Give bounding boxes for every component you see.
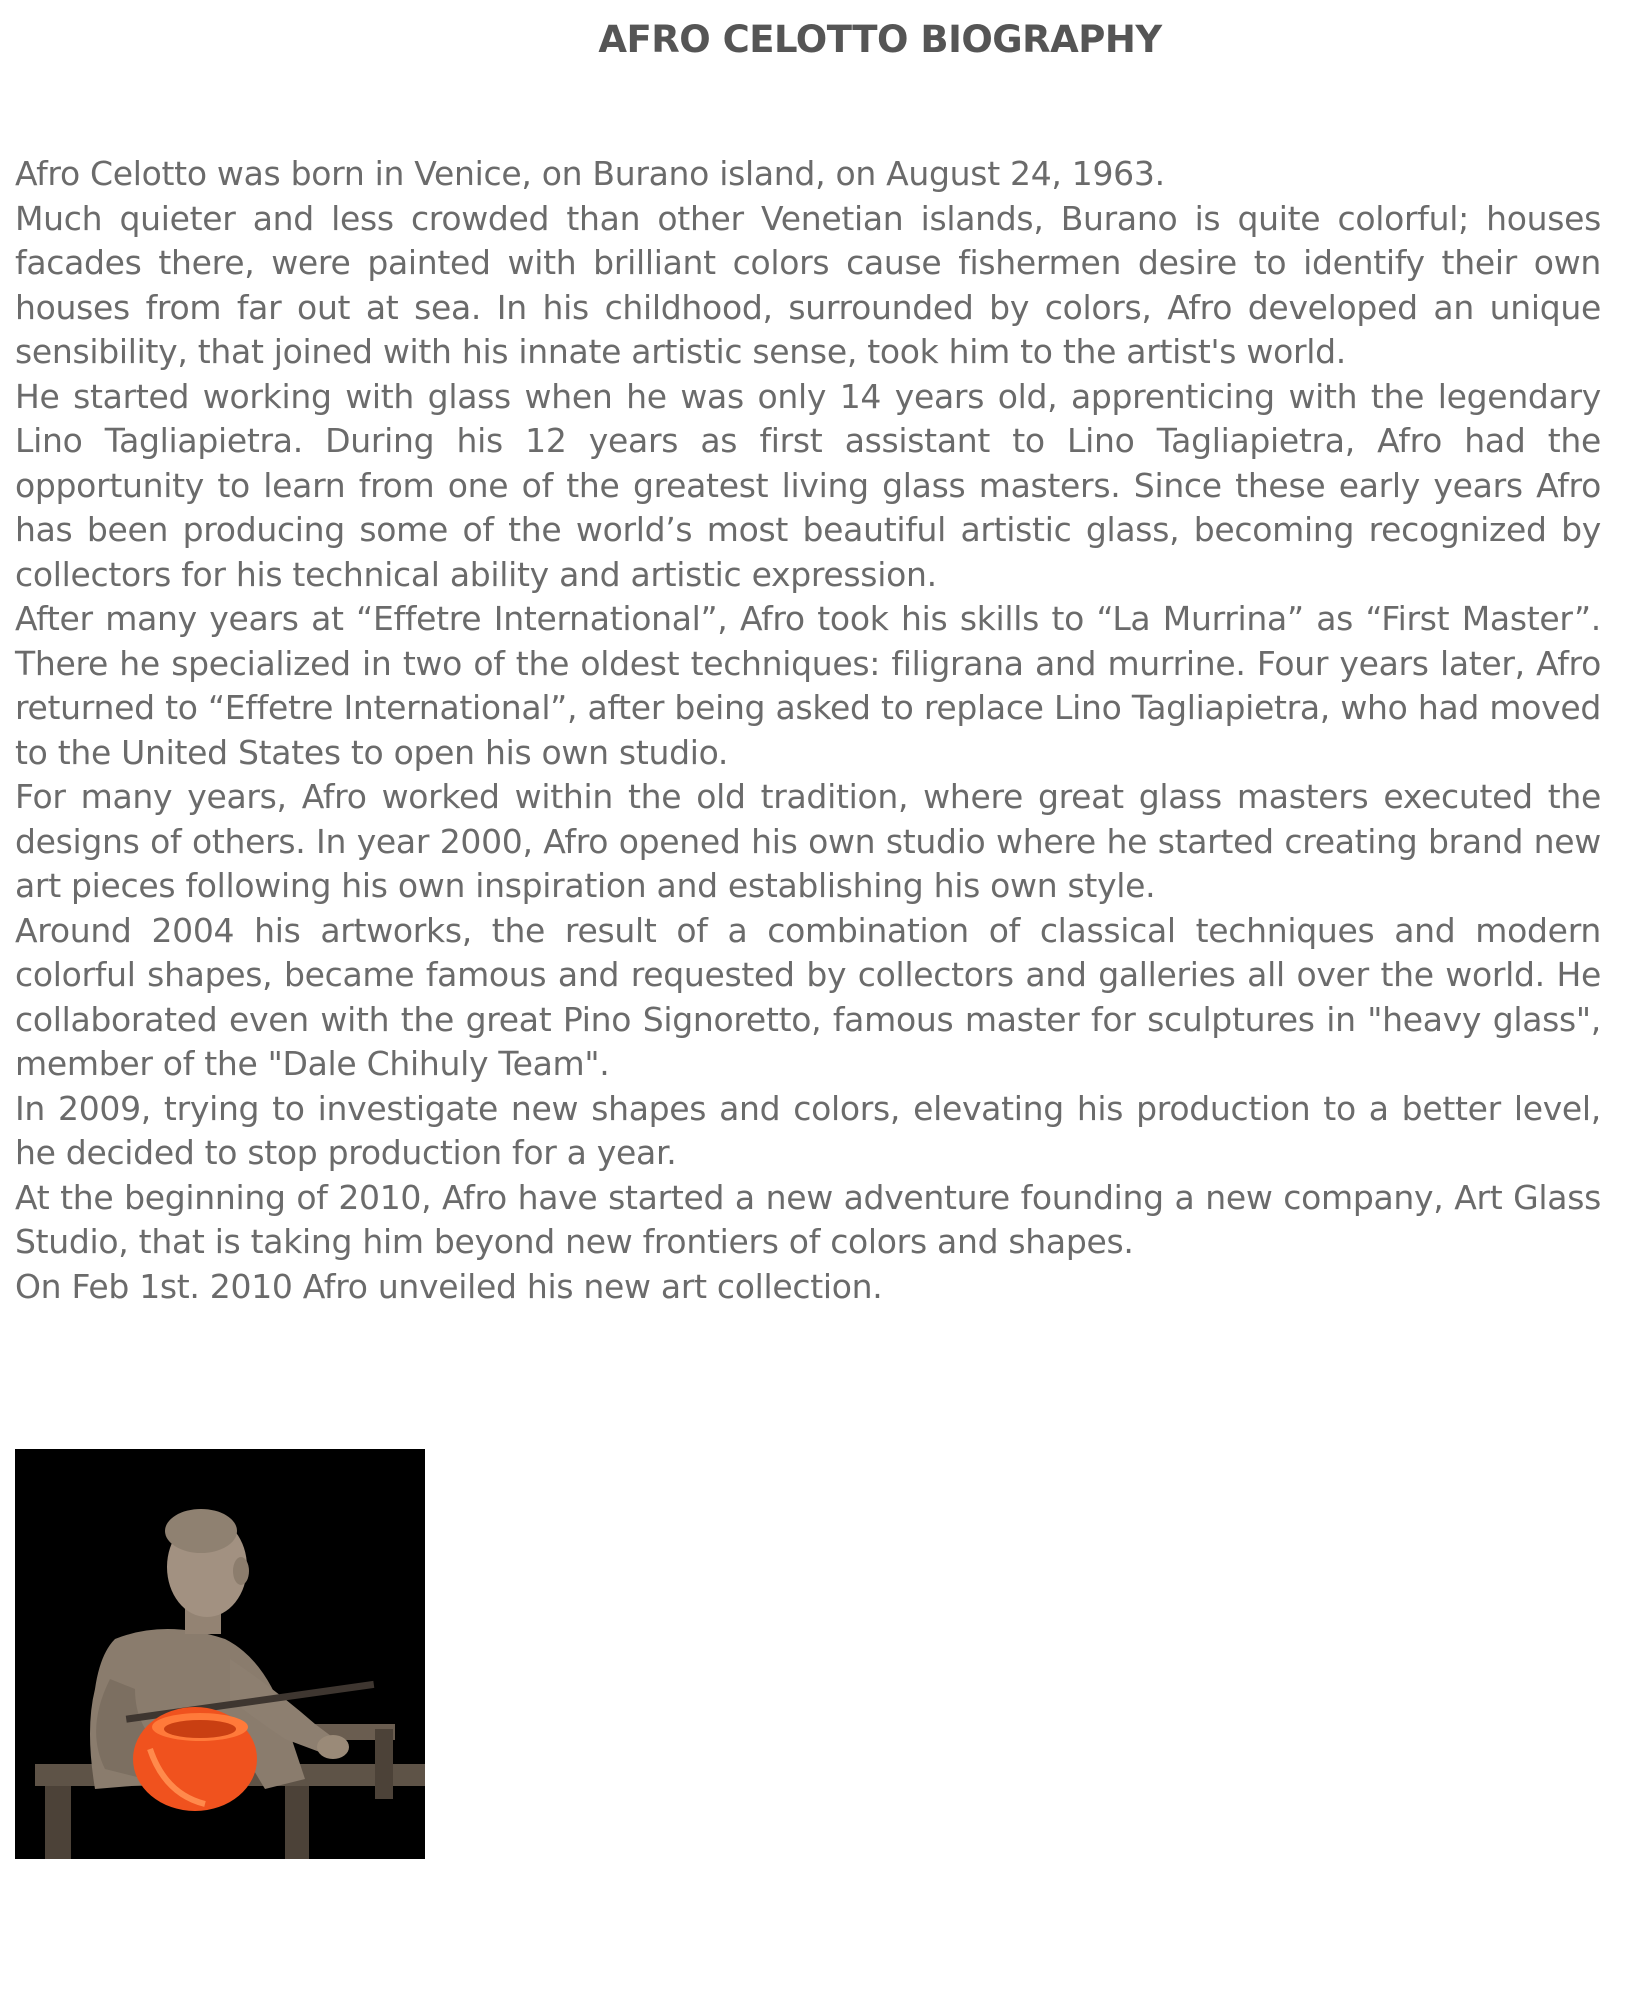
paragraph-burano: Much quieter and less crowded than other Venetian islands, Burano is quite colorful; houses facades there, were painted with brilliant colors cause fishermen desire to identify their own houses from far out at sea. In his childhood, surrounded by colors, Afro developed an unique sensibility, that joined with his innate artistic sense, took him to the artist's world. <box>15 198 1601 371</box>
paragraph-apprenticeship: He started working with glass when he was only 14 years old, apprenticing with the legendary Lino Tagliapietra. During his 12 years as first assistant to Lino Tagliapietra, Afro had the opportunity to learn from one of the greatest living glass masters. Since these early years Afro has been producing some of the world’s most beautiful artistic glass, becoming recognized by collectors for his technical ability and artistic expression. <box>15 376 1601 594</box>
paragraph-new-company: At the beginning of 2010, Afro have started a new adventure founding a new company, Art Glass Studio, that is taking him beyond new frontiers of colors and shapes. <box>15 1177 1601 1261</box>
biography-text <box>15 152 1601 1309</box>
paragraph-la-murrina: After many years at “Effetre International”, Afro took his skills to “La Murrina” as “First Master”. There he specialized in two of the oldest techniques: filigrana and murrine. Four years later, Afro returned to “Effetre International”, after being asked to replace Lino Tagliapietra, who had moved to the United States to open his own studio. <box>15 599 1601 772</box>
paragraph-pause: In 2009, trying to investigate new shapes and colors, elevating his production to a better level, he decided to stop production for a year. <box>15 1088 1601 1172</box>
paragraph-collection: On Feb 1st. 2010 Afro unveiled his new art collection. <box>15 1266 883 1306</box>
page-title: AFRO CELOTTO BIOGRAPHY <box>598 18 1162 61</box>
paragraph-birth: Afro Celotto was born in Venice, on Burano island, on August 24, 1963. <box>15 154 1165 193</box>
glassblower-illustration <box>15 1449 425 1859</box>
artist-photo <box>15 1449 425 1859</box>
paragraph-fame: Around 2004 his artworks, the result of a combination of classical techniques and modern colorful shapes, became famous and requested by collectors and galleries all over the world. He collaborated even with the great Pino Signoretto, famous master for sculptures in "heavy glass", member of the "Dale Chihuly Team". <box>15 910 1601 1083</box>
paragraph-own-studio: For many years, Afro worked within the old tradition, where great glass masters executed the designs of others. In year 2000, Afro opened his own studio where he started creating brand new art pieces following his own inspiration and establishing his own style. <box>15 777 1601 905</box>
